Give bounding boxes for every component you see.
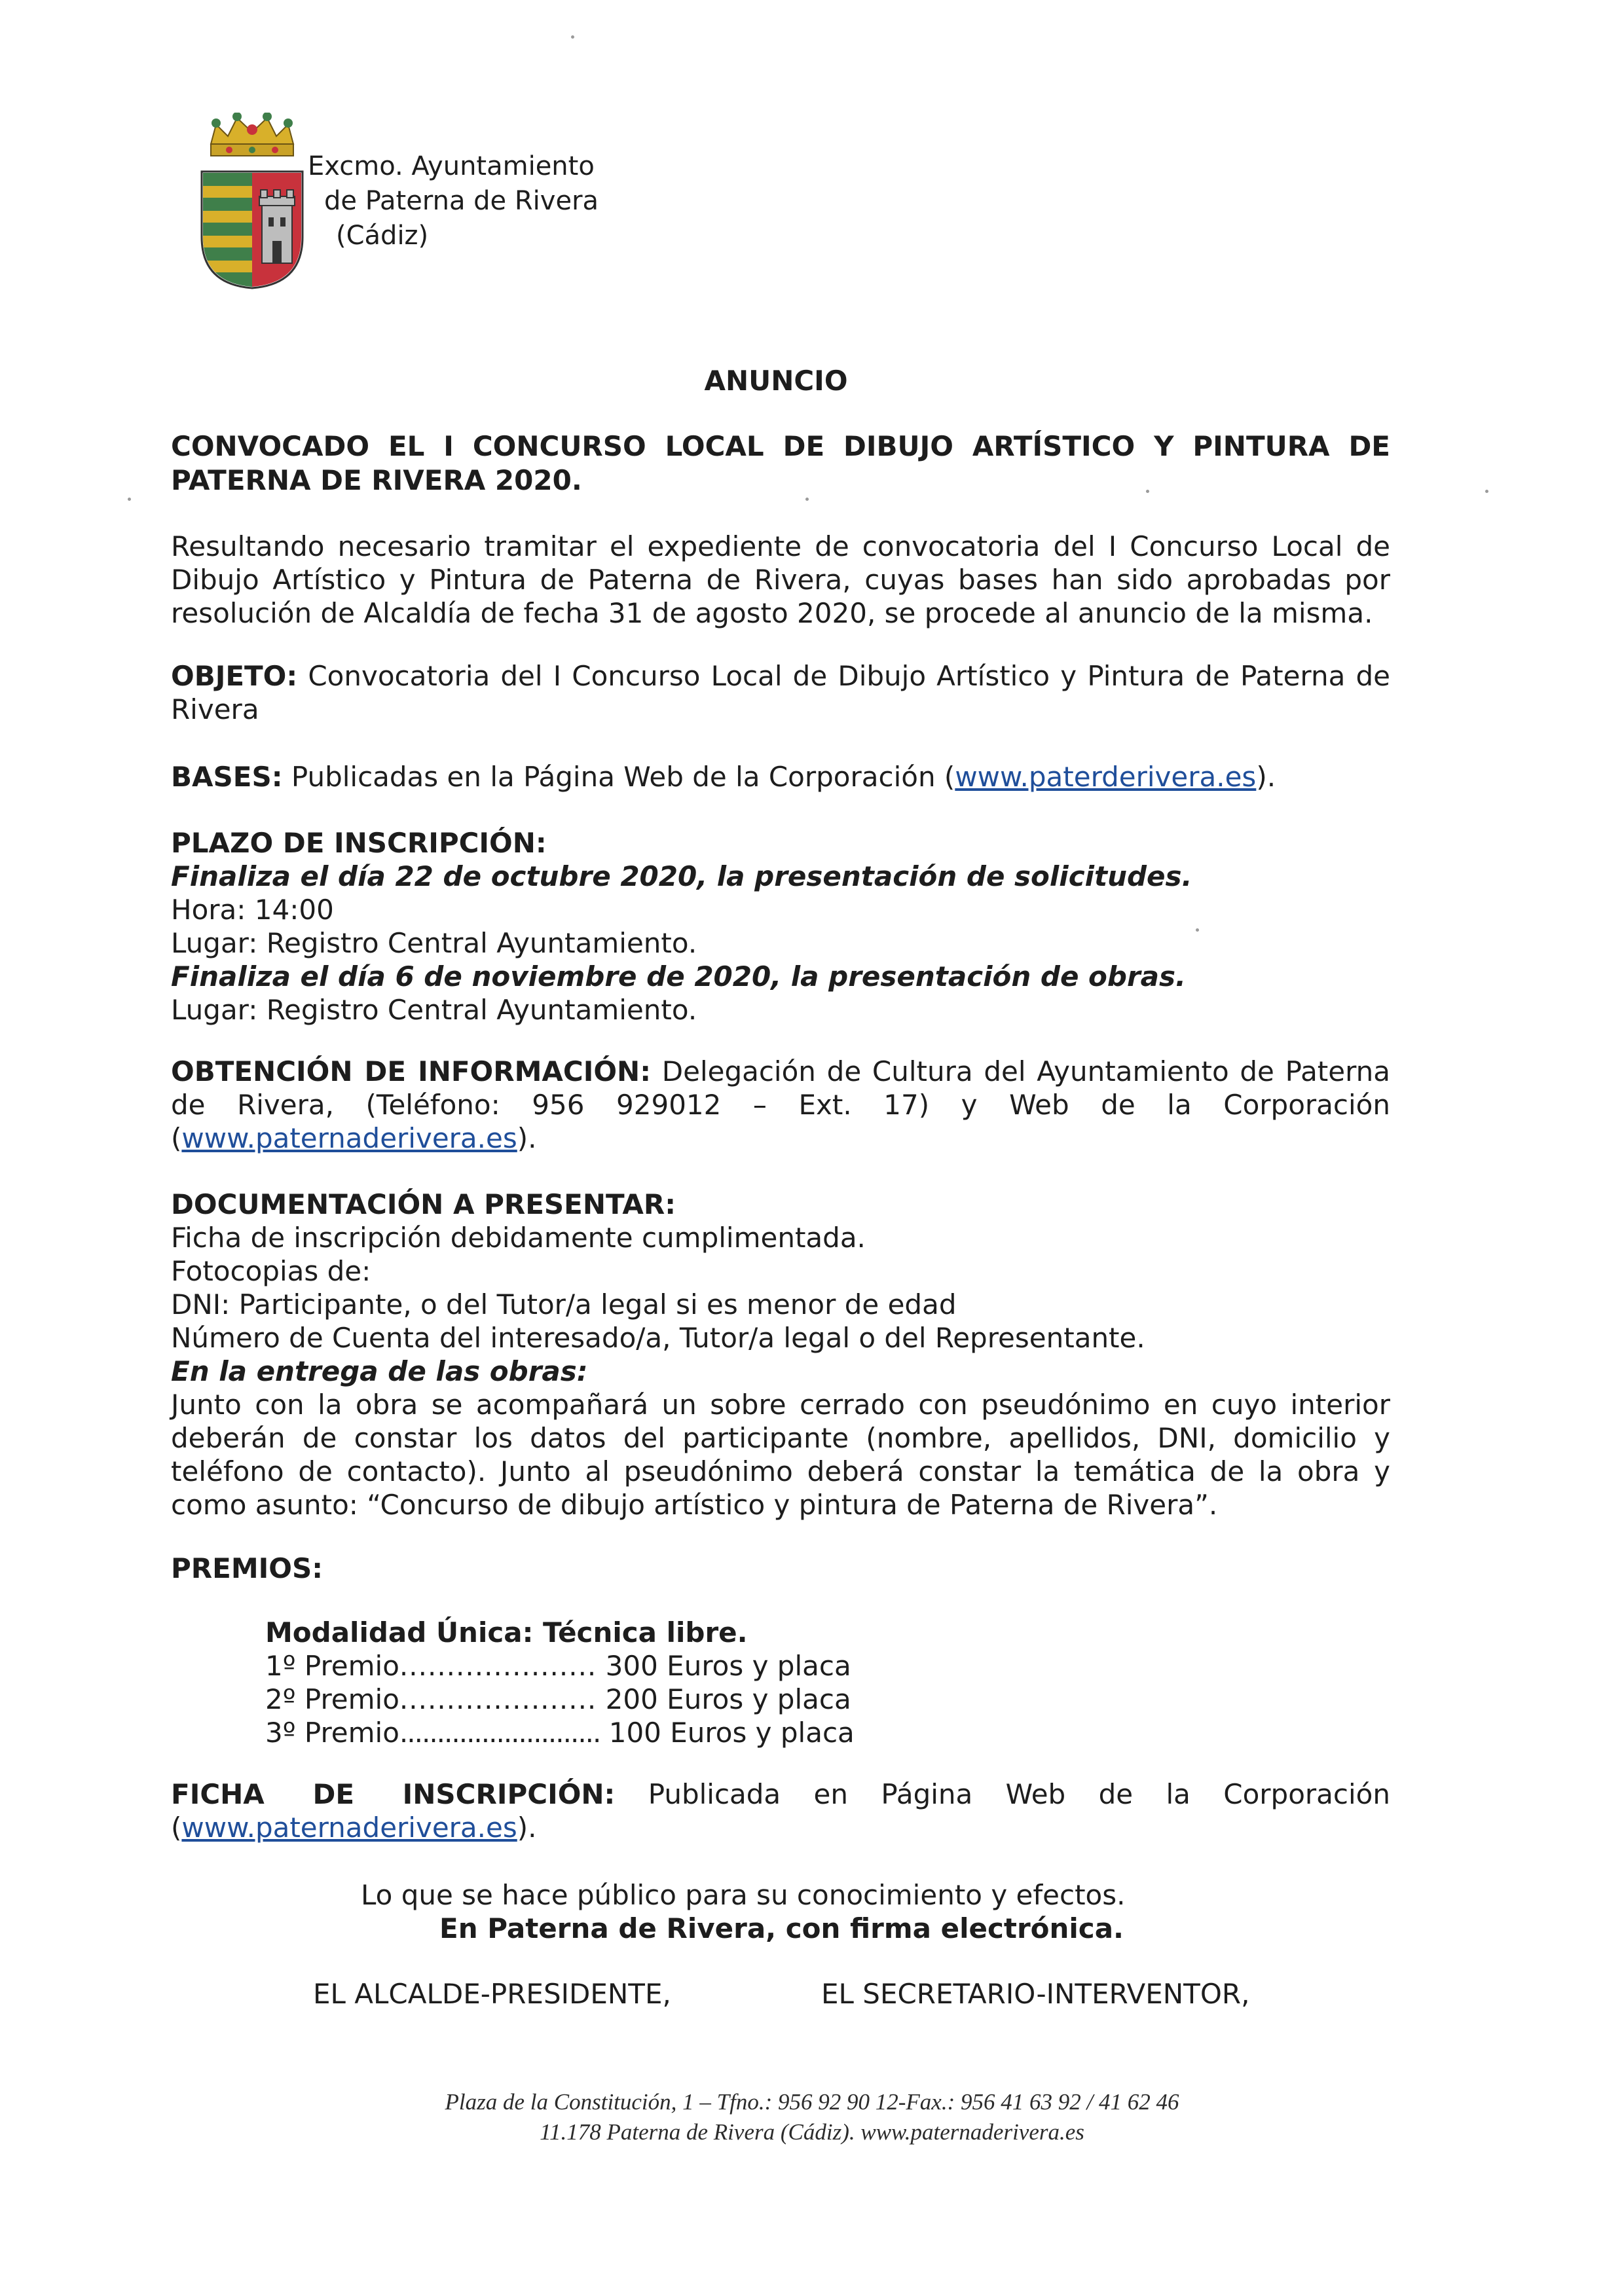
- prize-row: [265, 1716, 1051, 1749]
- header-line-3: (Cádiz): [336, 221, 429, 251]
- plazo-section: [171, 826, 1390, 1027]
- announcement-title: CONVOCADO EL I CONCURSO LOCAL DE DIBUJO ARTÍSTICO Y PINTURA DE PATERNA DE RIVERA 2020.: [171, 430, 1390, 496]
- crown-icon: [211, 113, 293, 156]
- objeto-section: [171, 659, 1390, 726]
- scan-speck: [571, 35, 574, 39]
- ficha-section: [171, 1777, 1390, 1844]
- plazo-hora: Hora: 14:00: [171, 894, 334, 926]
- prize-amount: 100 Euros y placa: [600, 1717, 855, 1749]
- documentacion-line-3: DNI: Participante, o del Tutor/a legal si es menor de edad: [171, 1288, 957, 1321]
- bases-text-after: ).: [1256, 761, 1276, 793]
- scan-speck: [1146, 490, 1149, 493]
- prize-dots: .....................: [399, 1683, 597, 1715]
- bases-section: [171, 760, 1390, 793]
- prize-place: 3º Premio: [265, 1717, 399, 1749]
- signature-left: EL ALCALDE-PRESIDENTE,: [313, 1978, 671, 2010]
- header-line-2: de Paterna de Rivera: [324, 186, 599, 216]
- prize-dots: ...........................: [399, 1717, 600, 1749]
- bases-label: BASES:: [171, 761, 283, 793]
- plazo-label: PLAZO DE INSCRIPCIÓN:: [171, 827, 547, 859]
- documentacion-line-1: Ficha de inscripción debidamente cumplimentada.: [171, 1222, 866, 1254]
- scan-speck: [1196, 928, 1199, 932]
- plazo-obras: Finaliza el día 6 de noviembre de 2020, la presentación de obras.: [171, 960, 1186, 993]
- municipality-header: [308, 149, 599, 253]
- ficha-label: FICHA DE INSCRIPCIÓN:: [171, 1778, 616, 1810]
- plazo-lugar-1: Lugar: Registro Central Ayuntamiento.: [171, 927, 697, 959]
- prize-row: [265, 1649, 1051, 1683]
- documentacion-line-2: Fotocopias de:: [171, 1255, 371, 1287]
- premios-list: [265, 1616, 1051, 1749]
- scan-speck: [128, 498, 131, 501]
- ficha-text: Publicada en Página Web de la Corporación (: [171, 1778, 1390, 1844]
- prize-amount: 200 Euros y placa: [597, 1683, 851, 1715]
- obtencion-website-link[interactable]: www.paternaderivera.es: [181, 1122, 517, 1154]
- ficha-text-after: ).: [517, 1812, 537, 1844]
- scan-speck: [805, 498, 809, 501]
- footer-city: 11.178 Paterna de Rivera (Cádiz). www.paternaderivera.es: [540, 2119, 1084, 2145]
- signature-right: EL SECRETARIO-INTERVENTOR,: [821, 1978, 1250, 2010]
- documentacion-line-4: Número de Cuenta del interesado/a, Tutor/a legal o del Representante.: [171, 1322, 1145, 1354]
- obtencion-label: OBTENCIÓN DE INFORMACIÓN:: [171, 1055, 652, 1087]
- intro-paragraph: Resultando necesario tramitar el expediente de convocatoria del I Concurso Local de Dibujo Artístico y Pintura de Paterna de Rivera, cuyas bases han sido aprobadas por resolución de Alcaldía de fecha 31 de agosto 2020, se procede al anuncio de la misma.: [171, 530, 1390, 629]
- shield-icon: [202, 172, 303, 289]
- documentacion-label: DOCUMENTACIÓN A PRESENTAR:: [171, 1188, 676, 1220]
- entrega-text: Junto con la obra se acompañará un sobre cerrado con pseudónimo en cuyo interior deberán de constar los datos del participante (nombre, apellidos, DNI, domicilio y teléfono de contacto). Junto al pseudónimo deberá constar la temática de la obra y como asunto: “Concurso de dibujo artístico y pintura de Paterna de Rivera”.: [171, 1389, 1390, 1521]
- prize-place: 1º Premio: [265, 1650, 399, 1682]
- obtencion-section: [171, 1055, 1390, 1155]
- coat-of-arms-icon: [196, 113, 308, 289]
- documentacion-section: [171, 1188, 1390, 1522]
- closing-block: [361, 1878, 1212, 1945]
- scan-speck: [1485, 490, 1488, 493]
- closing-line-2: En Paterna de Rivera, con firma electrónica.: [439, 1912, 1124, 1944]
- objeto-text: Convocatoria del I Concurso Local de Dibujo Artístico y Pintura de Paterna de Rivera: [171, 660, 1390, 725]
- entrega-label: En la entrega de las obras:: [171, 1355, 588, 1387]
- document-heading: ANUNCIO: [704, 365, 848, 397]
- obtencion-text-after: ).: [517, 1122, 537, 1154]
- premios-label: PREMIOS:: [171, 1552, 323, 1584]
- prize-place: 2º Premio: [265, 1683, 399, 1715]
- footer-address: Plaza de la Constitución, 1 – Tfno.: 956 92 90 12-Fax.: 956 41 63 92 / 41 62 46: [445, 2089, 1179, 2115]
- objeto-label: OBJETO:: [171, 660, 298, 692]
- plazo-solicitudes: Finaliza el día 22 de octubre 2020, la presentación de solicitudes.: [171, 860, 1192, 892]
- prize-amount: 300 Euros y placa: [597, 1650, 851, 1682]
- prize-row: [265, 1683, 1051, 1716]
- plazo-lugar-2: Lugar: Registro Central Ayuntamiento.: [171, 994, 697, 1026]
- modalidad-heading: Modalidad Única: Técnica libre.: [265, 1616, 748, 1649]
- bases-website-link[interactable]: www.paterderivera.es: [955, 761, 1257, 793]
- closing-line-1: Lo que se hace público para su conocimiento y efectos.: [361, 1879, 1126, 1911]
- header-line-1: Excmo. Ayuntamiento: [308, 151, 595, 181]
- ficha-website-link[interactable]: www.paternaderivera.es: [181, 1812, 517, 1844]
- obtencion-text: Delegación de Cultura del Ayuntamiento de Paterna de Rivera, (Teléfono: 956 929012 – Ext. 17) y Web de la Corporación (: [171, 1055, 1390, 1154]
- prize-dots: .....................: [399, 1650, 597, 1682]
- bases-text: Publicadas en la Página Web de la Corporación (: [282, 761, 955, 793]
